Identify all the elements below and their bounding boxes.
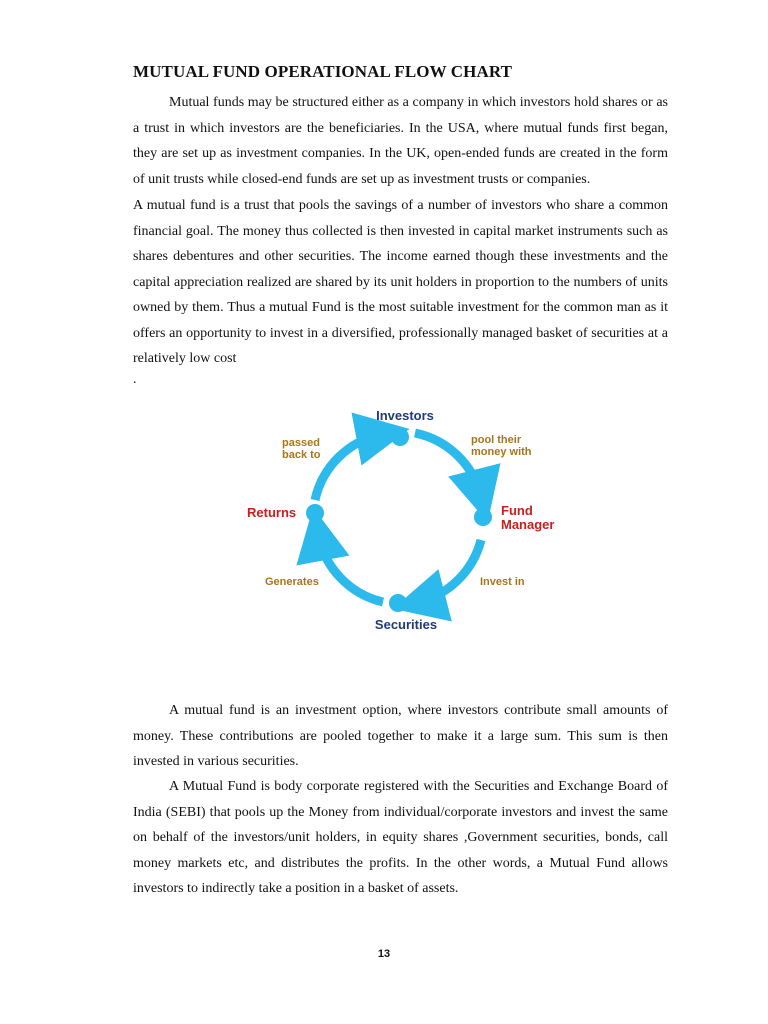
node-securities xyxy=(389,594,407,612)
flow-chart-diagram xyxy=(233,400,563,640)
stray-period: . xyxy=(133,372,137,387)
edge-label-pool-1: pool their xyxy=(471,434,522,446)
edge-label-invest: Invest in xyxy=(480,576,525,588)
node-investors xyxy=(391,428,409,446)
edge-label-passed-1: passed xyxy=(282,437,320,449)
label-investors: Investors xyxy=(376,408,434,423)
label-fund-manager-2: Manager xyxy=(501,517,555,532)
arrow-securities-to-returns xyxy=(318,534,383,602)
edge-label-generates: Generates xyxy=(265,576,319,588)
edge-label-passed-2: back to xyxy=(282,449,321,461)
flow-chart-figure xyxy=(233,400,563,640)
node-returns xyxy=(306,504,324,522)
node-fund-manager xyxy=(474,508,492,526)
arrow-fund-to-securities xyxy=(419,540,481,602)
paragraph-definition: A mutual fund is a trust that pools the savings of a number of investors who share a common financial goal. The money thus collected is then invested in capital market instruments such as shares debentures and other securities. The income earned though these investments and the capital appreciation realized are shared by its unit holders in proportion to the numbers of units owned by them. Thus a mutual Fund is the most suitable investment for the common man as it offers an opportunity to invest in a diversified, professionally managed basket of securities at a relatively low cost xyxy=(133,198,668,366)
paragraph-sebi: A Mutual Fund is body corporate registered with the Securities and Exchange Board of India (SEBI) that pools up the Money from individual/corporate investors and invest the same on behalf of the investors/unit holders, in equity shares ,Government securities, bonds, call money markets etc, and distributes the profits. In the other words, a Mutual Fund allows investors to indirectly take a position in a basket of assets. xyxy=(133,779,668,896)
edge-label-pool-2: money with xyxy=(471,446,532,458)
paragraph-structure: Mutual funds may be structured either as a company in which investors hold shares or as a trust in which investors are the beneficiaries. In the USA, where mutual funds first began, they are set up as investment companies. In the UK, open-ended funds are created in the form of unit trusts while closed-end funds are set up as investment trusts or companies. xyxy=(133,95,668,187)
arrow-returns-to-investors xyxy=(315,434,383,500)
page-title: MUTUAL FUND OPERATIONAL FLOW CHART xyxy=(133,62,513,81)
label-returns: Returns xyxy=(247,505,297,520)
page-number: 13 xyxy=(377,948,391,960)
label-securities: Securities xyxy=(374,617,438,632)
label-fund-manager-1: Fund xyxy=(501,503,533,518)
paragraph-investment-option: A mutual fund is an investment option, where investors contribute small amounts of money. These contributions are pooled together to make it a large sum. This sum is then invested in various securities. xyxy=(133,703,668,769)
